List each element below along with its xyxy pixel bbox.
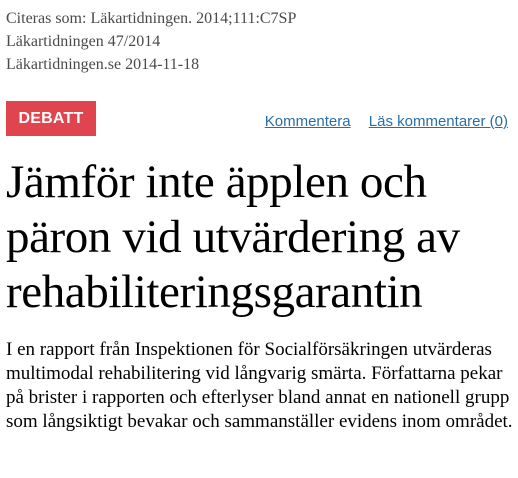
article-headline: Jämför inte äpplen och päron vid utvärdering av rehabiliteringsgarantin [6, 156, 460, 318]
category-tag[interactable]: DEBATT [6, 101, 96, 136]
article-lead: I en rapport från Inspektionen för Socialförsäkringen utvärderas multimodal rehabilitering vid långvarig smärta. Författarna pekar på brister i rapporten och efterlyser bland annat en nationell grupp som långsiktigt bevakar och sammanställer evidens inom området. [6, 339, 513, 432]
comment-link[interactable]: Kommentera [264, 113, 351, 130]
article-toolbar [6, 101, 512, 139]
publish-date-text: Läkartidningen.se 2014-11-18 [6, 56, 200, 73]
read-comments-link[interactable]: Läs kommentarer (0) [368, 113, 508, 130]
comment-links [251, 113, 508, 130]
article-meta [6, 7, 296, 76]
issue-text: Läkartidningen 47/2014 [6, 33, 161, 50]
citation-text: Citeras som: Läkartidningen. 2014;111:C7SP [6, 10, 297, 27]
